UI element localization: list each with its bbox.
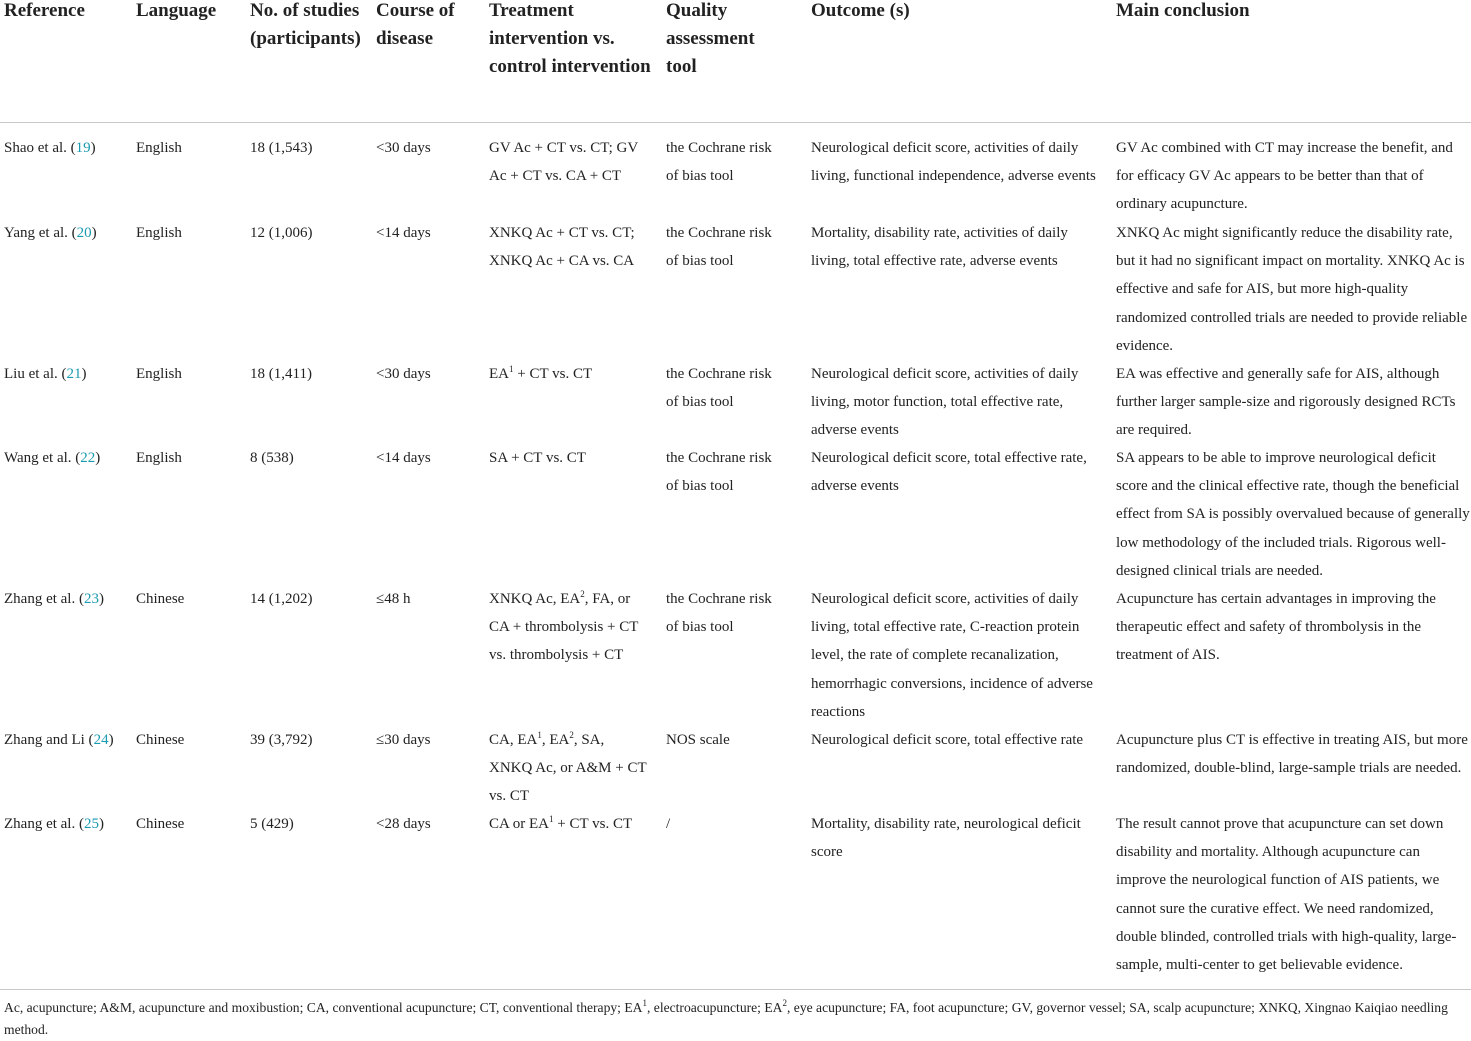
language-cell: English [136,225,182,241]
studies-cell: 14 (1,202) [250,591,313,607]
reference-cell: Zhang and Li (24) [4,732,114,748]
studies-cell: 39 (3,792) [250,732,313,748]
quality-tool-cell: the Cochrane risk of bias tool [666,225,772,270]
outcome-cell: Neurological deficit score, activities of daily living, motor function, total effective rate, adverse events [811,366,1079,439]
reference-link[interactable]: 19 [75,140,91,156]
conclusion-cell: GV Ac combined with CT may increase the benefit, and for efficacy GV Ac appears to be better than that of ordinary acupuncture. [1116,140,1453,213]
treatment-cell: XNKQ Ac, $EA^2$, FA, or CA + thrombolysis + CT vs. thrombolysis + CT [489,589,639,664]
reference-cell: Zhang et al. (25) [4,816,104,832]
reference-link[interactable]: 24 [93,732,109,748]
reference-cell: Zhang et al. (23) [4,591,104,607]
header-outcome: Outcome (s) [811,0,910,21]
header-studies: No. of studies (participants) [250,0,361,49]
quality-tool-cell: the Cochrane risk of bias tool [666,450,772,495]
studies-cell: 12 (1,006) [250,225,313,241]
language-cell: English [136,450,182,466]
header-course: Course of disease [376,0,455,49]
language-cell: English [136,366,182,382]
language-cell: English [136,140,182,156]
outcome-cell: Neurological deficit score, activities of daily living, functional independence, adverse events [811,140,1096,185]
reference-cell: Shao et al. (19) [4,140,96,156]
outcome-cell: Neurological deficit score, total effective rate [811,732,1084,748]
conclusion-cell: Acupuncture plus CT is effective in treating AIS, but more randomized, double-blind, large-sample trials are needed. [1116,732,1468,777]
language-cell: Chinese [136,591,185,607]
reference-link[interactable]: 21 [66,366,82,382]
treatment-cell: CA or $EA^1$ + CT vs. CT [489,814,633,832]
header-reference: Reference [4,0,85,21]
reference-link[interactable]: 20 [76,225,92,241]
studies-cell: 5 (429) [250,816,294,832]
studies-cell: 18 (1,411) [250,366,312,382]
conclusion-cell: XNKQ Ac might significantly reduce the disability rate, but it had no significant impact on mortality. XNKQ Ac is effective and safe for AIS, but more high-quality randomized controlled trials are needed to provide reliable evidence. [1116,225,1468,354]
treatment-cell: CA, $EA^1$, $EA^2$, SA, XNKQ Ac, or A&M + CT vs. CT [489,730,647,805]
conclusion-cell: The result cannot prove that acupuncture can set down disability and mortality. Although acupuncture can improve the neurological function of AIS patients, we cannot sure the curative effect. We need randomized, double blinded, controlled trials with high-quality, large-sample, multi-center to get believable evidence. [1116,816,1457,974]
outcome-cell: Mortality, disability rate, activities of daily living, total effective rate, adverse events [811,225,1068,270]
table-footnote: Ac, acupuncture; A&M, acupuncture and moxibustion; CA, conventional acupuncture; CT, conventional therapy; $EA^1$, electroacupuncture; $EA^2$, eye acupuncture; FA, foot acupuncture; GV, governor vessel; SA, scalp acupuncture; XNKQ, Xingnao Kaiqiao needling method. [4,998,1448,1037]
reference-cell: Wang et al. (22) [4,450,101,466]
course-cell: ≤30 days [376,732,431,748]
footer-rule [0,989,1471,990]
studies-cell: 8 (538) [250,450,294,466]
course-cell: <14 days [376,225,431,241]
outcome-cell: Mortality, disability rate, neurological deficit score [811,816,1081,861]
quality-tool-cell: the Cochrane risk of bias tool [666,140,772,185]
treatment-cell: GV Ac + CT vs. CT; GV Ac + CT vs. CA + CT [489,140,638,185]
course-cell: <30 days [376,140,431,156]
studies-cell: 18 (1,543) [250,140,313,156]
header-quality-tool: Quality assessment tool [666,0,755,77]
language-cell: Chinese [136,816,185,832]
course-cell: <30 days [376,366,431,382]
header-language: Language [136,0,217,21]
outcome-cell: Neurological deficit score, total effective rate, adverse events [811,450,1087,495]
course-cell: ≤48 h [376,591,411,607]
quality-tool-cell: / [666,816,671,832]
conclusion-cell: SA appears to be able to improve neurological deficit score and the clinical effective rate, though the beneficial effect from SA is possibly overvalued because of generally low methodology of the included trials. Rigorous well-designed clinical trials are needed. [1116,450,1470,579]
header-conclusion: Main conclusion [1116,0,1250,21]
reference-link[interactable]: 25 [83,816,99,832]
reference-link[interactable]: 23 [83,591,99,607]
treatment-cell: XNKQ Ac + CT vs. CT; XNKQ Ac + CA vs. CA [489,225,635,270]
treatment-cell: SA + CT vs. CT [489,450,586,466]
quality-tool-cell: NOS scale [666,732,730,748]
header-rule [0,122,1471,123]
reference-cell: Yang et al. (20) [4,225,97,241]
conclusion-cell: Acupuncture has certain advantages in improving the therapeutic effect and safety of thrombolysis in the treatment of AIS. [1116,591,1436,664]
conclusion-cell: EA was effective and generally safe for AIS, although further larger sample-size and rigorously designed RCTs are required. [1116,366,1456,439]
quality-tool-cell: the Cochrane risk of bias tool [666,366,772,411]
course-cell: <14 days [376,450,431,466]
reference-cell: Liu et al. (21) [4,366,87,382]
language-cell: Chinese [136,732,185,748]
reference-link[interactable]: 22 [80,450,96,466]
outcome-cell: Neurological deficit score, activities of daily living, total effective rate, C-reaction protein level, the rate of complete recanalization, hemorrhagic conversions, incidence of adverse reactions [811,591,1093,720]
course-cell: <28 days [376,816,431,832]
header-treatment: Treatment intervention vs. control intervention [489,0,651,77]
quality-tool-cell: the Cochrane risk of bias tool [666,591,772,636]
treatment-cell: $EA^1$ + CT vs. CT [489,364,593,382]
